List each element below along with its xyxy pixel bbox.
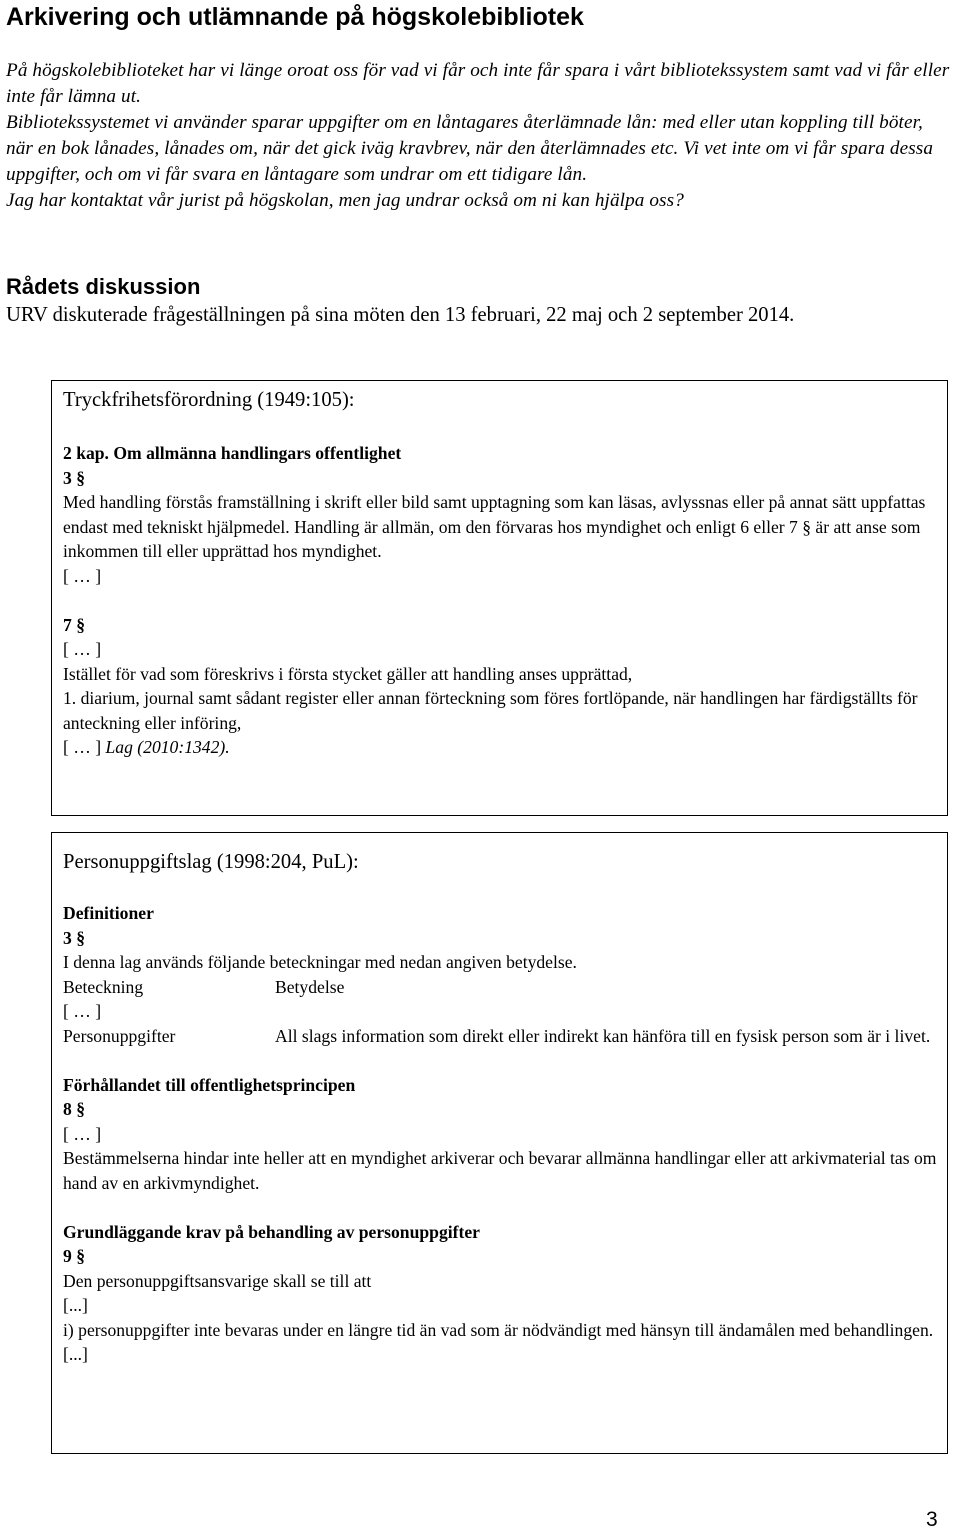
box1-ellipsis-2: [ … ] <box>63 639 102 659</box>
discussion-text: URV diskuterade frågeställningen på sina möten den 13 februari, 22 maj och 2 september 2014. <box>6 304 795 326</box>
box2-section-8: 8 § <box>63 1099 85 1119</box>
box2-section-3: 3 § <box>63 927 85 948</box>
box1-ellipsis-1: [ … ] <box>63 565 102 586</box>
box2-ellipsis-2: [ … ] <box>63 1123 102 1144</box>
box2-section-8-text: Bestämmelserna hindar inte heller att en myndighet arkiverar och bevarar allmänna handlingar eller att arkivmaterial tas om hand av en arkivmyndighet. <box>63 1148 937 1193</box>
box1-section-3: 3 § <box>63 467 85 488</box>
box1-heading: Tryckfrihetsförordning (1949:105): <box>63 389 355 411</box>
box1-section-7: 7 § <box>63 614 85 635</box>
box2-item-i: i) personuppgifter inte bevaras under en längre tid än vad som är nödvändigt med hänsyn till ändamålen med behandlingen. <box>63 1319 934 1340</box>
question-paragraph-3: Jag har kontaktat vår jurist på högskolan, men jag undrar också om ni kan hjälpa oss? <box>6 190 684 211</box>
column-term-header: Beteckning <box>63 976 144 997</box>
law-box-personuppgiftslag <box>51 832 948 1454</box>
definition-row <box>63 1024 937 1049</box>
question-section <box>6 58 950 214</box>
box2-ellipsis-1: [ … ] <box>63 1001 102 1021</box>
box2-section-9: 9 § <box>63 1246 85 1266</box>
box1-ellipsis-3: [ … ] <box>63 737 102 757</box>
box1-law-reference: Lag (2010:1342). <box>105 737 230 757</box>
question-paragraph-2: Bibliotekssystemet vi använder sparar uppgifter om en låntagares återlämnade lån: med eller utan koppling till böter, när en bok lånades, lånades om, när det gick iväg kravbrev, när den återlämnades etc. Vi vet inte om vi får spara dessa uppgifter, och om vi får svara en låntagare som undrar om ett tidigare lån. <box>6 112 934 185</box>
definition-meaning: All slags information som direkt eller indirekt kan hänföra till en fysisk person som är i livet. <box>275 1025 931 1046</box>
box1-section-7-text: Istället för vad som föreskrivs i första stycket gäller att handling anses upprättad, <box>63 663 633 684</box>
box2-ellipsis-3: [...] <box>63 1295 88 1315</box>
box2-section-9-text: Den personuppgiftsansvarige skall se till att <box>63 1270 372 1291</box>
box1-item-1: 1. diarium, journal samt sådant register eller annan förteckning som föres fortlöpande, när handlingen har färdigställts för anteckning eller införing, <box>63 688 918 733</box>
box1-closing-line <box>63 735 937 760</box>
box2-heading: Personuppgiftslag (1998:204, PuL): <box>63 851 359 873</box>
discussion-heading: Rådets diskussion <box>6 274 201 299</box>
box2-section-3-text: I denna lag används följande beteckningar med nedan angiven betydelse. <box>63 952 577 972</box>
document-title: Arkivering och utlämnande på högskolebibliotek <box>6 3 584 31</box>
page-number: 3 <box>926 1508 938 1531</box>
box1-chapter: 2 kap. Om allmänna handlingars offentlighet <box>63 443 402 463</box>
law-box-tryckfrihetsforordning <box>51 380 948 816</box>
definition-table-header <box>63 975 937 1000</box>
box2-ellipsis-4: [...] <box>63 1344 88 1364</box>
box2-requirements-heading: Grundläggande krav på behandling av personuppgifter <box>63 1221 480 1242</box>
box2-relation-heading: Förhållandet till offentlighetsprincipen <box>63 1074 356 1095</box>
column-meaning-header: Betydelse <box>275 976 345 997</box>
definition-term: Personuppgifter <box>63 1025 176 1046</box>
box1-section-3-text: Med handling förstås framställning i skrift eller bild samt upptagning som kan läsas, avlyssnas eller på annat sätt uppfattas endast med tekniskt hjälpmedel. Handling är allmän, om den förvaras hos myndighet och enligt 6 eller 7 § är att anse som inkommen till eller upprättad hos myndighet. <box>63 492 926 561</box>
question-paragraph-1: På högskolebiblioteket har vi länge oroat oss för vad vi får och inte får spara i vårt bibliotekssystem samt vad vi får eller inte får lämna ut. <box>6 60 950 107</box>
box2-definitions-heading: Definitioner <box>63 903 154 923</box>
